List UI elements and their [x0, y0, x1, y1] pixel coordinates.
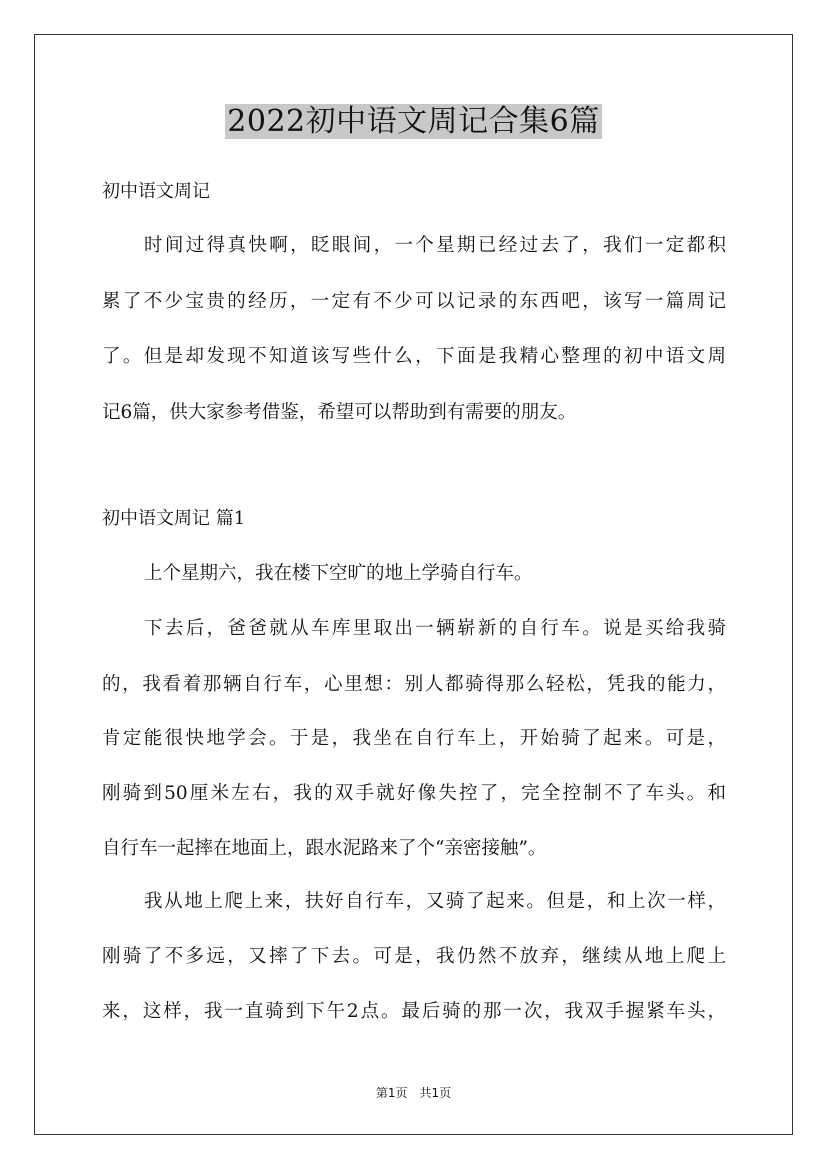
section1-p2-line-5: 自行车一起摔在地面上，跟水泥路来了个“亲密接触”。: [102, 838, 547, 859]
section1-p3-line-2: 刚骑了不多远，又摔了下去。可是，我仍然不放弃，继续从地上爬上: [102, 946, 726, 967]
intro-line-1: 时间过得真快啊，眨眼间，一个星期已经过去了，我们一定都积: [144, 235, 726, 256]
section1-p3-line-3: 来，这样，我一直骑到下午2点。最后骑的那一次，我双手握紧车头，: [102, 1001, 726, 1022]
intro-line-3: 了。但是却发现不知道该写些什么，下面是我精心整理的初中语文周: [102, 346, 726, 367]
document-title: [0, 102, 827, 142]
intro-line-2: 累了不少宝贵的经历，一定有不少可以记录的东西吧，该写一篇周记: [102, 291, 726, 312]
section1-heading: 初中语文周记 篇1: [102, 508, 246, 529]
section1-p2-line-4: 刚骑到50厘米左右，我的双手就好像失控了，完全控制不了车头。和: [102, 783, 726, 804]
section1-p3-line-1: 我从地上爬上来，扶好自行车，又骑了起来。但是，和上次一样，: [144, 891, 726, 912]
document-title-text: 2022初中语文周记合集6篇: [227, 104, 600, 139]
intro-heading: 初中语文周记: [102, 181, 210, 202]
section1-p2-line-1: 下去后，爸爸就从车库里取出一辆崭新的自行车。说是买给我骑: [144, 618, 726, 639]
section1-p2-line-2: 的，我看着那辆自行车，心里想：别人都骑得那么轻松，凭我的能力，: [102, 674, 726, 695]
intro-line-4: 记6篇，供大家参考借鉴，希望可以帮助到有需要的朋友。: [102, 402, 577, 423]
section1-p2-line-3: 肯定能很快地学会。于是，我坐在自行车上，开始骑了起来。可是，: [102, 728, 726, 749]
section1-paragraph-1: 上个星期六，我在楼下空旷的地上学骑自行车。: [144, 563, 533, 584]
page-number-footer: 第1页 共1页: [375, 1086, 452, 1100]
